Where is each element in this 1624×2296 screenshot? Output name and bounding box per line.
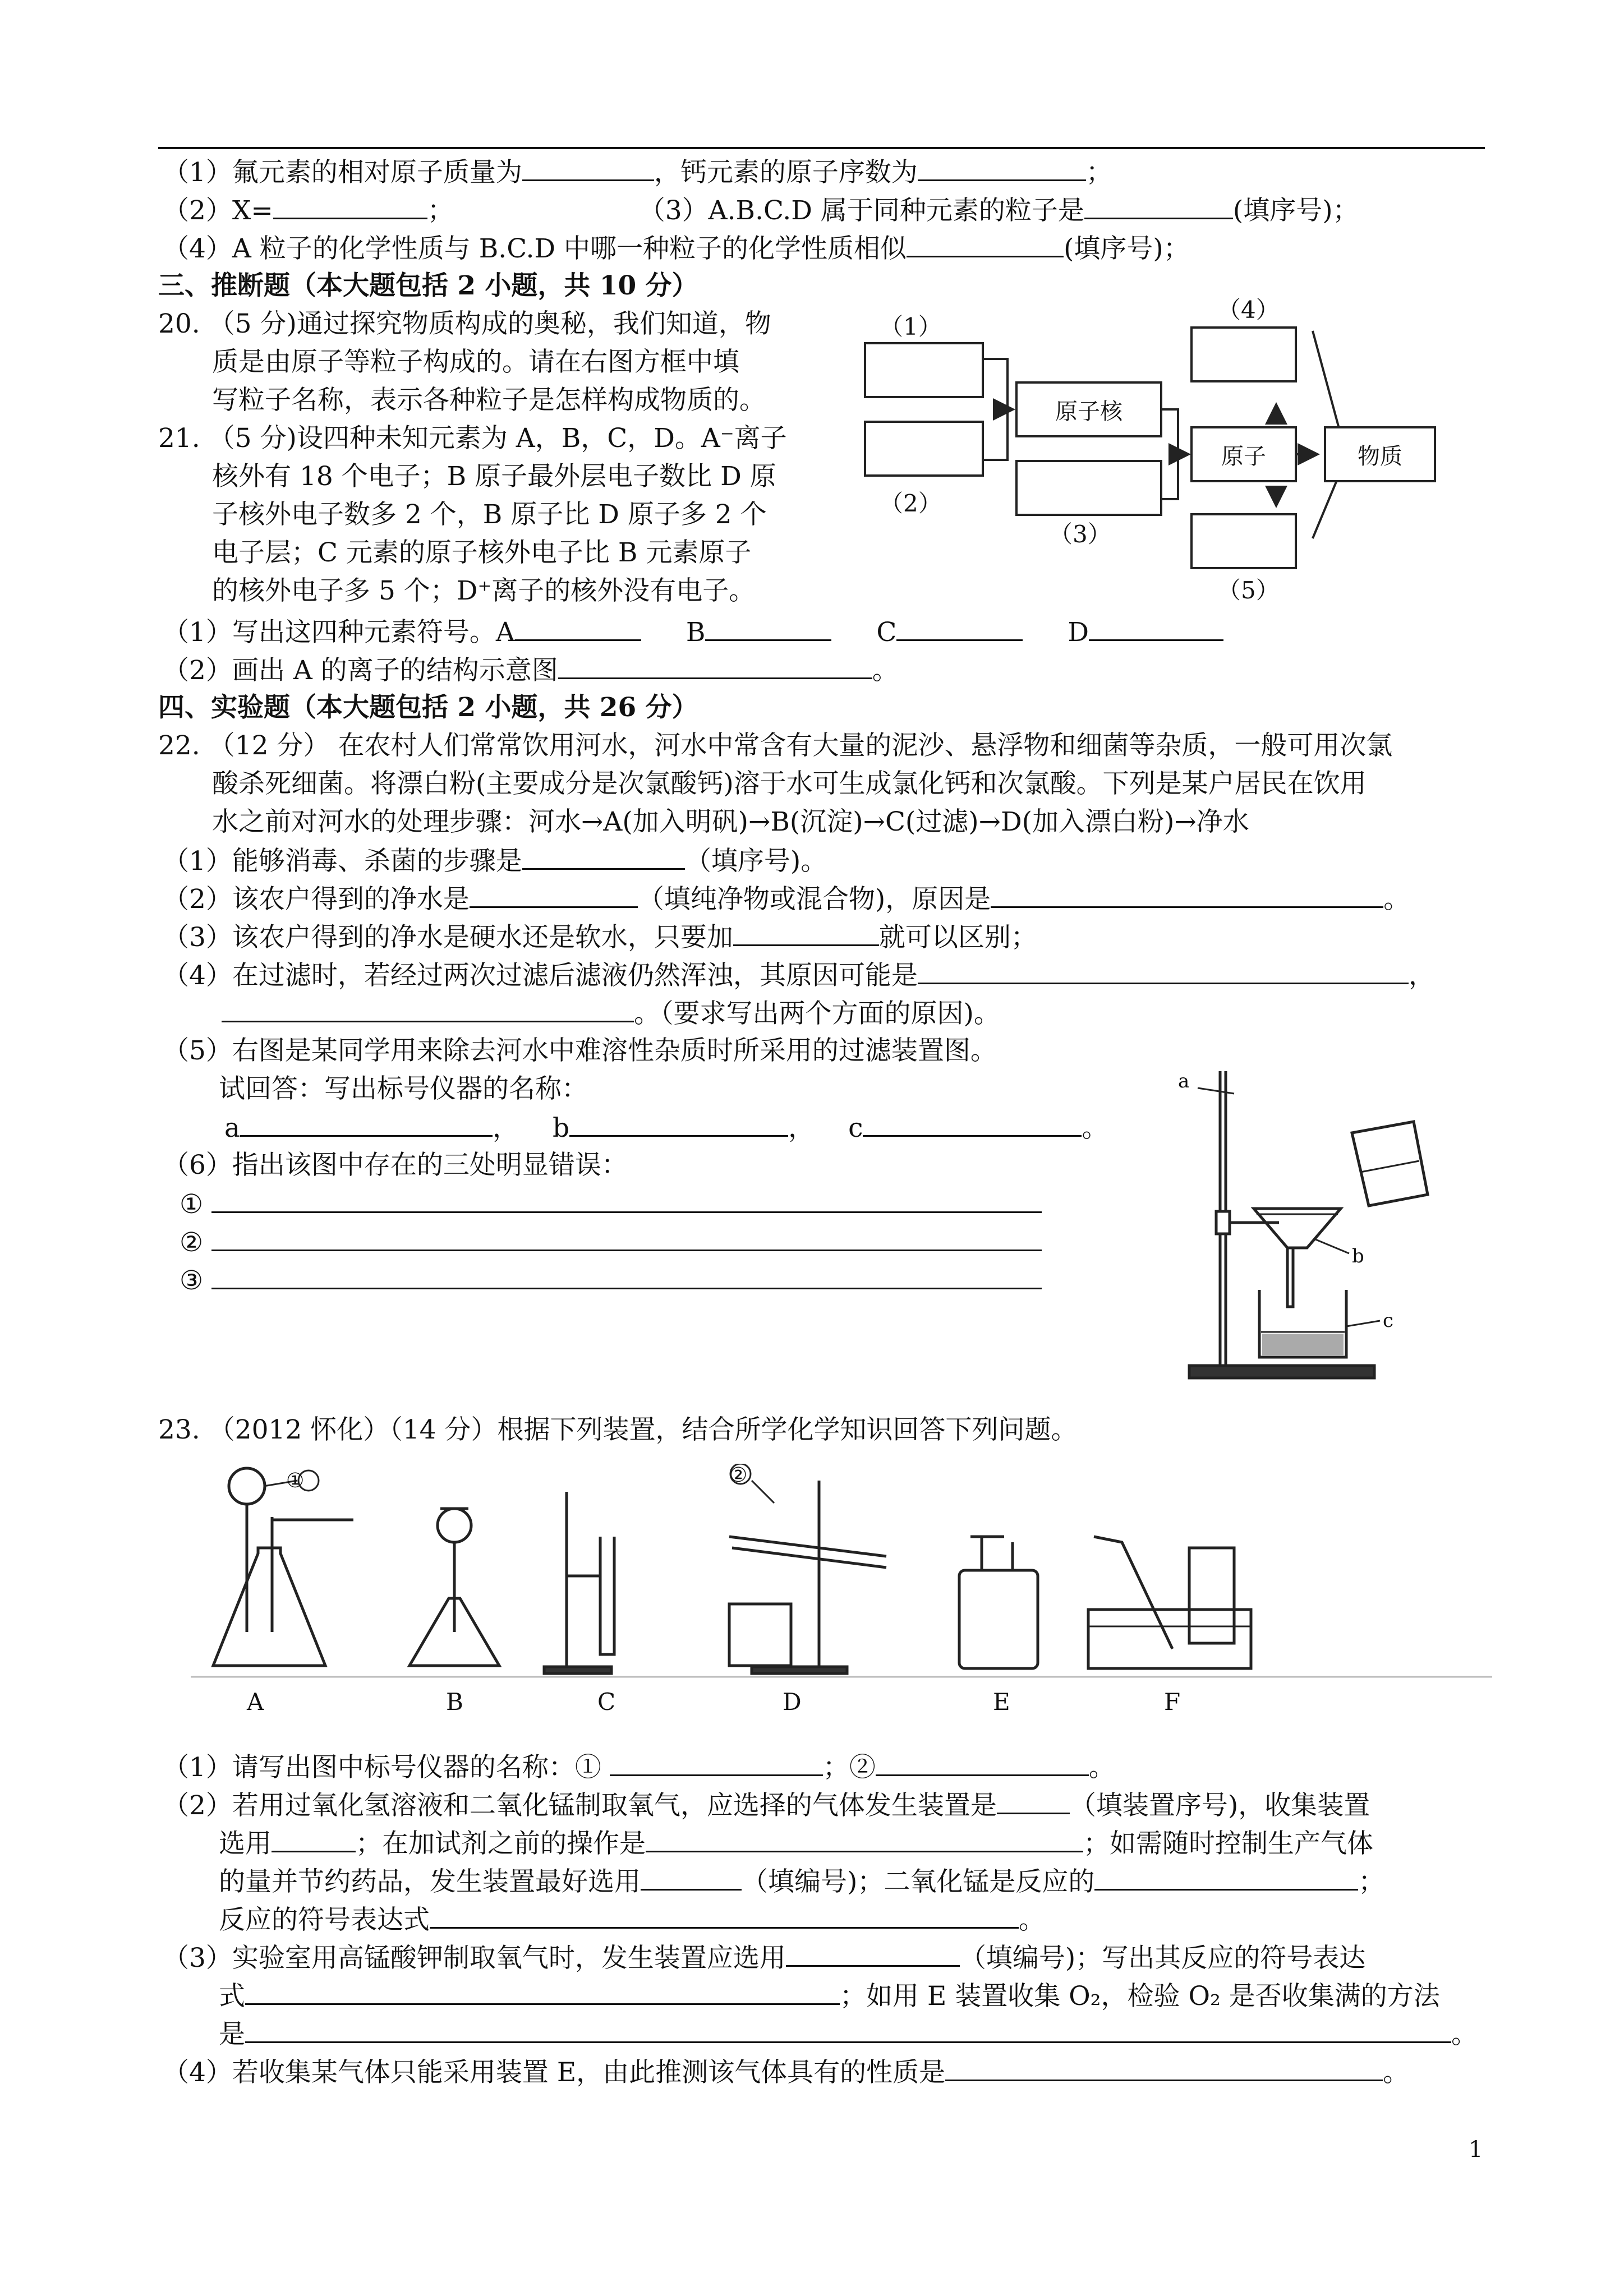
q23-sub3-cont1: 式 ；如用 E 装置收集 O₂，检验 O₂ 是否收集满的方法 [219, 1979, 1440, 2013]
apparatus-label-E: E [993, 1688, 1010, 1716]
q23-sub2-cont1: 选用 ；在加试剂之前的操作是 ；如需随时控制生产气体 [219, 1826, 1373, 1861]
answer-blank[interactable] [918, 958, 1409, 984]
q19-line3: （4）A 粒子的化学性质与 B.C.D 中哪一种粒子的化学性质相似 (填序号)； [163, 231, 1190, 266]
q23-sub3-cont2: 是 。 [219, 2017, 1478, 2051]
particle-box-2[interactable] [864, 421, 984, 477]
answer-blank[interactable] [1089, 615, 1223, 641]
q22-error-3: ③ [180, 1263, 1042, 1298]
atom-box: 原子 [1190, 426, 1297, 482]
answer-blank[interactable] [991, 882, 1383, 908]
page-number: 1 [1469, 2137, 1483, 2163]
apparatus-label-C: C [597, 1688, 616, 1716]
answer-blank[interactable] [918, 155, 1086, 181]
q21-line5: 的核外电子多 5 个；D⁺离子的核外没有电子。 [212, 575, 756, 606]
answer-blank[interactable] [1094, 1864, 1358, 1891]
section4-heading: 四、实验题（本大题包括 2 小题，共 26 分） [158, 692, 698, 723]
q22-line3: 水之前对河水的处理步骤：河水→A(加入明矾)→B(沉淀)→C(过滤)→D(加入漂白粉)→净水 [212, 806, 1249, 837]
apparatus-label-D: D [783, 1688, 802, 1716]
answer-blank[interactable] [876, 1750, 1089, 1776]
q19-line1: （1）氟元素的相对原子质量为 ，钙元素的原子序数为 ； [163, 155, 1112, 190]
q23-sub2: （2）若用过氧化氢溶液和二氧化锰制取氧气，应选择的气体发生装置是 （填装置序号)，收集装置 [163, 1788, 1370, 1823]
apparatus-label-B: B [446, 1688, 463, 1716]
q22-sub2: （2）该农户得到的净水是 （填纯净物或混合物)，原因是 。 [163, 882, 1410, 916]
q21-line4: 电子层；C 元素的原子核外电子比 B 元素原子 [212, 537, 752, 568]
gas-apparatus-drawing [185, 1464, 1503, 1733]
q22-sub6: （6）指出该图中存在的三处明显错误： [163, 1150, 628, 1181]
q22-line1: 22. （12 分） 在农村人们常常饮用河水，河水中常含有大量的泥沙、悬浮物和细菌等杂质，一般可用次氯 [158, 730, 1393, 761]
q23-line1: 23. （2012 怀化）（14 分）根据下列装置，结合所学化学知识回答下列问题。 [158, 1414, 1078, 1445]
matter-structure-diagram [864, 292, 1442, 606]
answer-blank[interactable] [470, 882, 638, 908]
answer-blank[interactable] [245, 1979, 840, 2005]
particle-box-1[interactable] [864, 342, 984, 398]
q22-sub3: （3）该农户得到的净水是硬水还是软水，只要加 就可以区别； [163, 920, 1037, 955]
answer-blank[interactable] [907, 231, 1064, 257]
particle-box-5[interactable] [1190, 513, 1297, 569]
answer-blank[interactable] [522, 155, 654, 181]
q23-sub2-cont2: 的量并节约药品，发生装置最好选用 （填编号)；二氧化锰是反应的 ； [219, 1864, 1384, 1899]
q19-line2: （2）X= ； （3）A.B.C.D 属于同种元素的粒子是 (填序号)； [163, 193, 1359, 228]
filtration-apparatus-drawing [1167, 1054, 1459, 1391]
q21-sub1: （1）写出这四种元素符号。A B C D [163, 615, 1223, 649]
nucleus-box: 原子核 [1015, 381, 1162, 437]
section3-heading: 三、推断题（本大题包括 2 小题，共 10 分） [158, 270, 698, 301]
answer-blank[interactable] [569, 1110, 788, 1137]
answer-blank[interactable] [522, 843, 685, 870]
answer-blank[interactable] [997, 1788, 1070, 1814]
q22-sub5-prompt: 试回答：写出标号仪器的名称： [219, 1073, 588, 1104]
q21-line1: 21. （5 分)设四种未知元素为 A，B，C，D。A⁻离子 [158, 423, 787, 454]
answer-blank[interactable] [945, 2055, 1383, 2081]
q23-sub2-cont3: 反应的符号表达式 。 [219, 1902, 1045, 1937]
answer-blank[interactable] [430, 1902, 1019, 1929]
apparatus-mark-1: ① [286, 1469, 305, 1492]
q22-line2: 酸杀死细菌。将漂白粉(主要成分是次氯酸钙)溶于水可生成氯化钙和次氯酸。下列是某户居民在饮用 [212, 768, 1367, 799]
answer-blank[interactable] [211, 1187, 1042, 1213]
apparatus-label-c: c [1383, 1310, 1394, 1332]
answer-blank[interactable] [641, 1864, 742, 1891]
q20-line1: 20. （5 分)通过探究物质构成的奥秘，我们知道，物 [158, 308, 771, 339]
q22-sub5: （5）右图是某同学用来除去河水中难溶性杂质时所采用的过滤装置图。 [163, 1035, 997, 1066]
q21-line3: 子核外电子数多 2 个，B 原子比 D 原子多 2 个 [212, 499, 767, 530]
q22-error-2: ② [180, 1225, 1042, 1260]
apparatus-label-a: a [1178, 1070, 1190, 1092]
q22-sub4-cont: 。（要求写出两个方面的原因)。 [222, 996, 1000, 1031]
answer-blank[interactable] [515, 615, 641, 641]
answer-blank[interactable] [272, 1826, 356, 1852]
answer-blank[interactable] [610, 1750, 823, 1776]
answer-blank[interactable] [211, 1263, 1042, 1289]
q20-line3: 写粒子名称，表示各种粒子是怎样构成物质的。 [212, 385, 766, 416]
answer-blank[interactable] [273, 193, 427, 219]
q22-sub5-answers: a ， b ， c 。 [224, 1110, 1108, 1145]
answer-blank[interactable] [1084, 193, 1233, 219]
answer-blank[interactable] [222, 996, 634, 1022]
header-rule [158, 147, 1485, 149]
answer-blank[interactable] [863, 1110, 1082, 1137]
diagram-label-4: （4） [1217, 296, 1280, 324]
q22-sub4: （4）在过滤时，若经过两次过滤后滤液仍然浑浊，其原因可能是 ， [163, 958, 1435, 993]
q20-line2: 质是由原子等粒子构成的。请在右图方框中填 [212, 347, 739, 377]
answer-blank[interactable] [705, 615, 831, 641]
answer-blank[interactable] [558, 653, 872, 679]
filtration-apparatus-figure [1167, 1054, 1459, 1391]
q23-sub3: （3）实验室用高锰酸钾制取氧气时，发生装置应选用 （填编号)；写出其反应的符号表达 [163, 1940, 1365, 1975]
answer-blank[interactable] [896, 615, 1023, 641]
apparatus-mark-2: ② [729, 1464, 748, 1487]
q22-sub1: （1）能够消毒、杀菌的步骤是 （填序号)。 [163, 843, 827, 878]
diagram-label-5: （5） [1217, 577, 1280, 604]
apparatus-label-A: A [247, 1688, 264, 1716]
q23-sub4: （4）若收集某气体只能采用装置 E，由此推测该气体具有的性质是 。 [163, 2055, 1409, 2090]
matter-box: 物质 [1324, 426, 1436, 482]
particle-box-4[interactable] [1190, 326, 1297, 382]
answer-blank[interactable] [733, 920, 879, 946]
answer-blank[interactable] [786, 1940, 960, 1967]
diagram-label-1: （1） [880, 313, 942, 340]
q22-error-1: ① [180, 1187, 1042, 1221]
apparatus-label-b: b [1352, 1245, 1364, 1267]
answer-blank[interactable] [240, 1110, 493, 1137]
q23-sub1: （1）请写出图中标号仪器的名称：① ；② 。 [163, 1750, 1115, 1785]
diagram-label-3: （3） [1049, 520, 1111, 548]
gas-apparatus-figure [185, 1464, 1503, 1733]
answer-blank[interactable] [646, 1826, 1083, 1852]
q21-sub2: （2）画出 A 的离子的结构示意图 。 [163, 653, 899, 688]
q21-line2: 核外有 18 个电子；B 原子最外层电子数比 D 原 [212, 461, 776, 492]
answer-blank[interactable] [211, 1225, 1042, 1251]
answer-blank[interactable] [245, 2017, 1451, 2043]
apparatus-label-F: F [1164, 1688, 1181, 1716]
diagram-label-2: （2） [880, 490, 942, 517]
particle-box-3[interactable] [1015, 460, 1162, 516]
